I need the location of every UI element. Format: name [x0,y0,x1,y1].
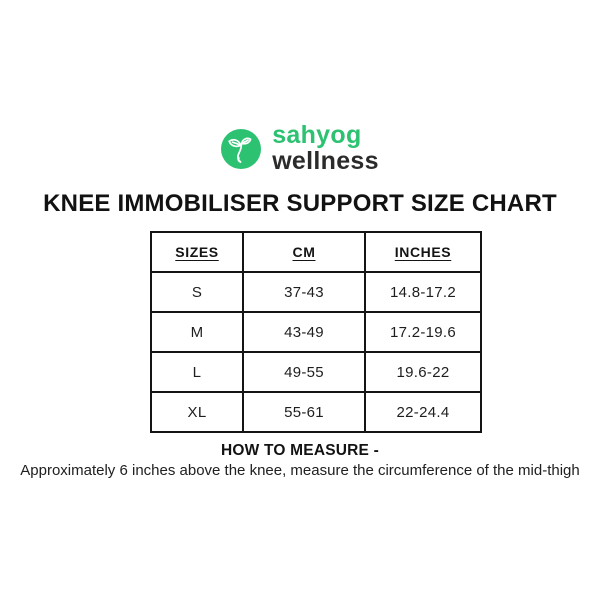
cell-inches: 19.6-22 [365,352,481,392]
table-row-size-l [151,352,481,392]
page-title: KNEE IMMOBILISER SUPPORT SIZE CHART [43,190,557,217]
table-header-row [151,232,481,272]
column-header-cm: CM [243,232,365,272]
brand-logo [0,123,600,174]
how-to-measure-description: Approximately 6 inches above the knee, measure the circumference of the mid-thigh [20,462,580,479]
table-row-size-m [151,312,481,352]
cell-size: L [151,352,243,392]
brand-name-sahyog: sahyog [272,121,362,149]
size-chart-table [150,231,482,433]
column-header-inches: INCHES [365,232,481,272]
brand-name-wellness: wellness [272,146,379,175]
plant-sprout-icon [221,129,261,169]
cell-size: S [151,272,243,312]
cell-size: XL [151,392,243,432]
table-row-size-s [151,272,481,312]
cell-inches: 17.2-19.6 [365,312,481,352]
how-to-measure-heading: HOW TO MEASURE - [221,442,379,459]
cell-cm: 43-49 [243,312,365,352]
column-header-sizes: SIZES [151,232,243,272]
table-row-size-xl [151,392,481,432]
cell-cm: 37-43 [243,272,365,312]
cell-cm: 49-55 [243,352,365,392]
brand-wordmark [272,123,379,174]
cell-cm: 55-61 [243,392,365,432]
cell-size: M [151,312,243,352]
cell-inches: 22-24.4 [365,392,481,432]
cell-inches: 14.8-17.2 [365,272,481,312]
